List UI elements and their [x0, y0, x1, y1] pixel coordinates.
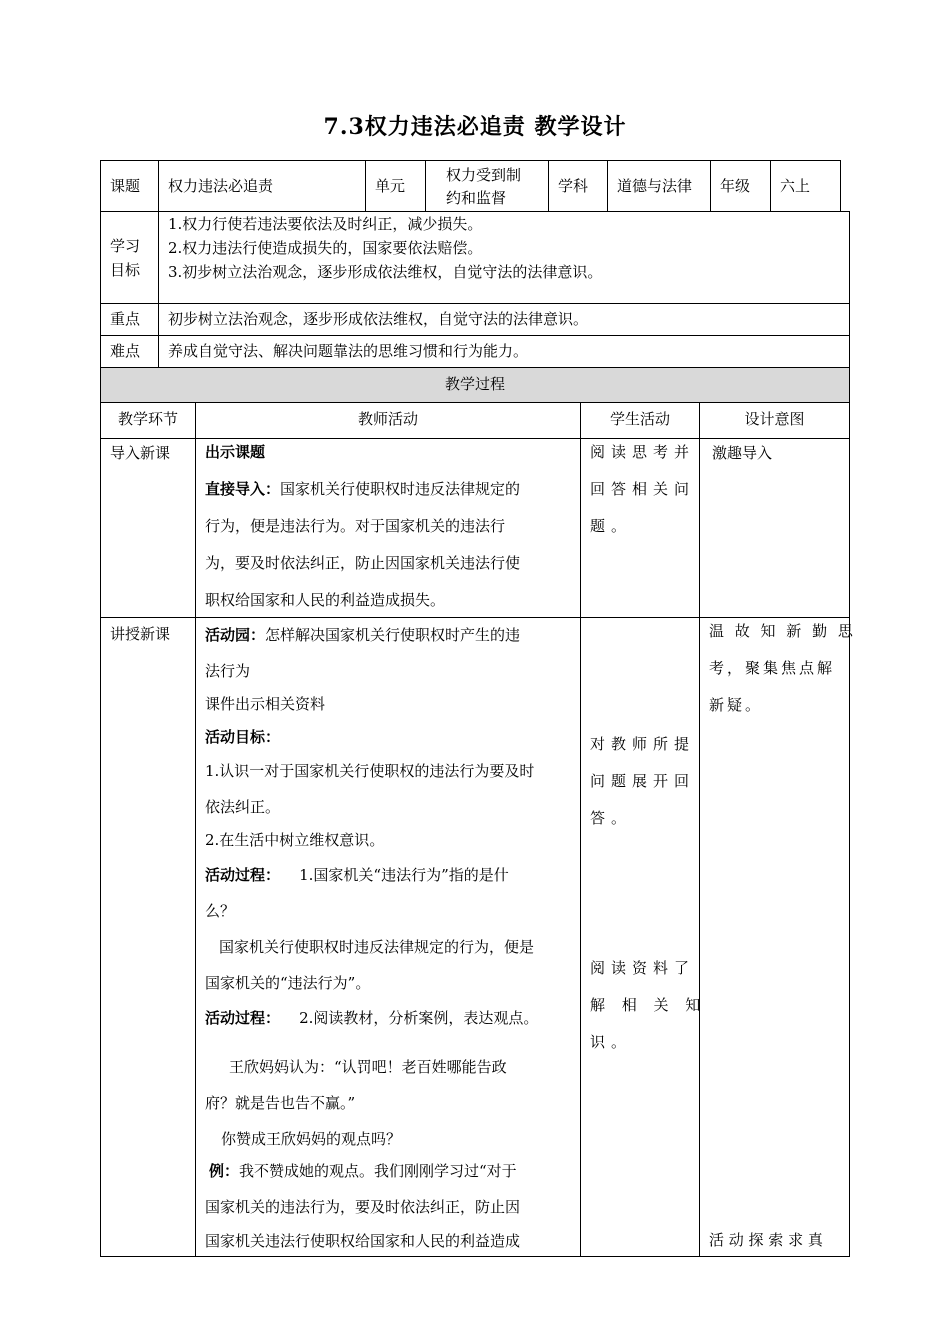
courseware-text: 课件出示相关资料	[205, 695, 326, 713]
objective-item: 1.权力行使若违法要依法及时纠正，减少损失。	[168, 215, 483, 233]
unit-value-line2: 约和监督	[446, 189, 507, 207]
intro-line: 为，要及时依法纠正，防止因国家机关违法行使	[205, 554, 521, 572]
grade-label: 年级	[720, 177, 751, 195]
process-header: 教学过程	[444, 375, 505, 393]
column-header-teacher: 教师活动	[357, 410, 418, 428]
subject-value: 道德与法律	[617, 177, 693, 195]
intro-student-line: 阅读思考并	[590, 443, 696, 461]
process2-text: 2.阅读教材，分析案例，表达观点。	[299, 1009, 539, 1027]
process2-label: 活动过程：	[205, 1009, 281, 1027]
process1-label: 活动过程：	[205, 866, 281, 884]
goal-label: 活动目标：	[205, 728, 281, 746]
quote-line: 府？就是告也告不赢。”	[205, 1094, 356, 1112]
objectives-label-line2: 目标	[110, 261, 141, 279]
unit-label: 单元	[375, 177, 406, 195]
intro-intent: 激趣导入	[712, 444, 773, 462]
unit-value-line1: 权力受到制	[446, 166, 522, 184]
process1-line: 1.国家机关“违法行为”指的是什	[299, 866, 509, 884]
lesson-student-line: 对教师所提	[590, 735, 696, 753]
course-value: 权力违法必追责	[168, 177, 274, 195]
lesson-student-line: 解 相 关 知	[590, 996, 707, 1014]
lesson-student-line: 问题展开回	[590, 772, 696, 790]
lesson-student-2	[590, 950, 706, 1061]
grade-value: 六上	[780, 177, 811, 195]
column-header-stage: 教学环节	[117, 410, 178, 428]
lesson-student-line: 识。	[590, 1033, 633, 1051]
intro-line: 职权给国家和人民的利益造成损失。	[205, 591, 446, 609]
difficulty-label: 难点	[110, 342, 141, 360]
intro-line: 行为，便是违法行为。对于国家机关的违法行	[205, 517, 506, 535]
course-label: 课题	[110, 177, 141, 195]
intro-student	[590, 434, 695, 545]
activity-line: 怎样解决国家机关行使职权时产生的违	[265, 626, 521, 644]
goal-line: 2.在生活中树立维权意识。	[205, 831, 385, 849]
objective-item: 3.初步树立法治观念，逐步形成依法维权，自觉守法的法律意识。	[168, 263, 603, 281]
activity-line: 法行为	[205, 662, 251, 680]
activity-label: 活动园：	[205, 626, 266, 644]
page-title: 7.3权力违法必追责 教学设计	[323, 114, 627, 140]
intro-direct-label: 直接导入：	[205, 480, 281, 498]
column-header-student: 学生活动	[609, 410, 670, 428]
answer1-line: 国家机关行使职权时违反法律规定的行为，便是	[219, 938, 535, 956]
answer1-line: 国家机关的“违法行为”。	[205, 974, 371, 992]
objective-item: 2.权力违法行使造成损失的，国家要依法赔偿。	[168, 239, 483, 257]
subject-label: 学科	[558, 177, 589, 195]
intro-student-line: 回答相关问	[590, 480, 696, 498]
goal-line: 1.认识一对于国家机关行使职权的违法行为要及时	[205, 762, 535, 780]
example-line: 我不赞成她的观点。我们刚刚学习过“对于	[239, 1162, 517, 1180]
lesson-student-line: 阅读资料了	[590, 959, 696, 977]
lesson-intent-line: 温 故 知 新 勤 思	[709, 622, 856, 640]
example-line: 国家机关违法行使职权给国家和人民的利益造成	[205, 1232, 521, 1250]
question-text: 你赞成王欣妈妈的观点吗？	[221, 1130, 402, 1148]
intro-teacher	[205, 434, 577, 619]
lesson-intent-line: 新疑。	[709, 696, 764, 714]
example-line: 国家机关的违法行为，要及时依法纠正，防止因	[205, 1198, 521, 1216]
lesson-stage: 讲授新课	[110, 625, 171, 643]
lesson-student-line: 答。	[590, 809, 633, 827]
lesson-intent-1	[709, 613, 856, 724]
intro-student-line: 题。	[590, 517, 633, 535]
intro-show-topic: 出示课题	[205, 443, 266, 461]
objectives-label-line1: 学习	[110, 237, 141, 255]
process1-line: 么？	[205, 902, 236, 920]
example-label: 例：	[209, 1162, 240, 1180]
quote-line: 王欣妈妈认为：“认罚吧！老百姓哪能告政	[229, 1058, 507, 1076]
lesson-intent-2: 活 动 探 索 求 真	[709, 1231, 823, 1249]
lesson-student-1	[590, 726, 695, 837]
column-header-intent: 设计意图	[744, 410, 805, 428]
intro-line: 国家机关行使职权时违反法律规定的	[280, 480, 521, 498]
key-point-label: 重点	[110, 310, 141, 328]
key-point-text: 初步树立法治观念，逐步形成依法维权，自觉守法的法律意识。	[168, 310, 589, 328]
lesson-intent-line: 考，聚集焦点解	[709, 659, 836, 677]
difficulty-text: 养成自觉守法、解决问题靠法的思维习惯和行为能力。	[168, 342, 529, 360]
goal-line: 依法纠正。	[205, 798, 281, 816]
intro-stage: 导入新课	[110, 444, 171, 462]
